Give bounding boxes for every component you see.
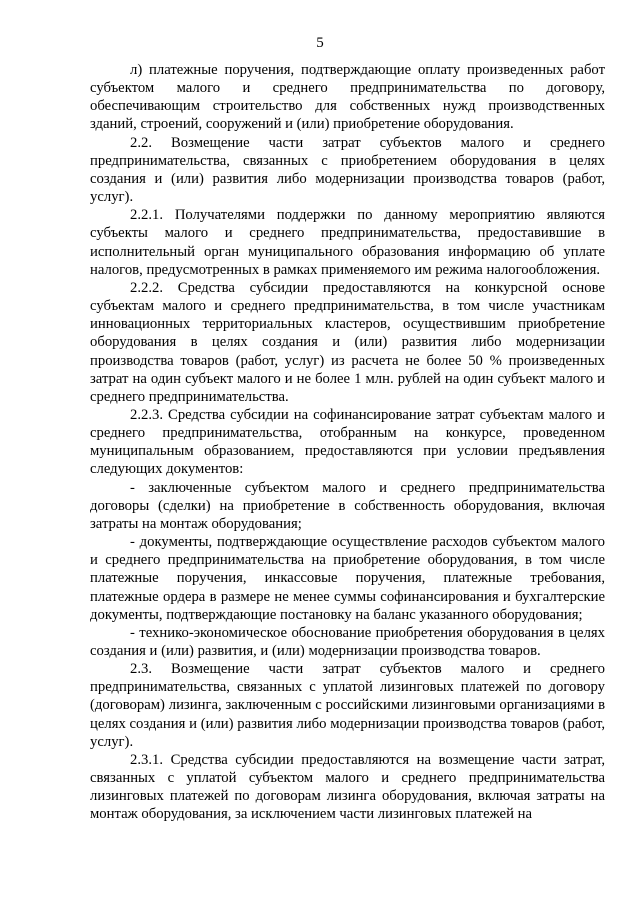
paragraph-payment-orders: л) платежные поручения, подтверждающие оплату произведенных работ субъектом малого и среднего предпринимательства по договору, обеспечивающим строительство для собственных нужд производственных зданий, строений, сооружений и (или) приобретение оборудования. (90, 62, 605, 133)
paragraph-2-3-heading: 2.3. Возмещение части затрат субъектов малого и среднего предпринимательства, связанных с уплатой лизинговых платежей по договору (договорам) лизинга, заключенным с российскими лизинговыми организациями в целях создания и (или) развития либо модернизации производства товаров (работ, услуг). (90, 661, 605, 750)
document-body (90, 61, 605, 824)
paragraph-2-2-1: 2.2.1. Получателями поддержки по данному мероприятию являются субъекты малого и среднего предпринимательства, предоставившие в исполнительный орган муниципального образования информацию об уплате налогов, предусмотренных в рамках применяемого им режима налогообложения. (90, 207, 605, 278)
page-number: 5 (316, 35, 324, 51)
paragraph-2-2-2: 2.2.2. Средства субсидии предоставляются на конкурсной основе субъектам малого и среднего предпринимательства, в том числе участникам инновационных территориальных кластеров, осуществившим приобретение оборудования в целях создания и (или) развития либо модернизации производства товаров (работ, услуг) из расчета не более 50 % произведенных затрат на один субъект малого и не более 1 млн. рублей на один субъект малого и среднего предпринимательства. (90, 279, 605, 405)
paragraph-2-2-3: 2.2.3. Средства субсидии на софинансирование затрат субъектам малого и среднего предпринимательства, отобранным на конкурсе, проведенном муниципальным образованием, предоставляются при условии предъявления следующих документов: (90, 406, 605, 478)
list-item-expense-documents: - документы, подтверждающие осуществление расходов субъектом малого и среднего предпринимательства на приобретение оборудования, в том числе платежные поручения, инкассовые поручения, платежные требования, платежные ордера в размере не менее суммы софинансирования и бухгалтерские документы, подтверждающие постановку на баланс указанного оборудования; (90, 534, 605, 623)
list-item-contracts: - заключенные субъектом малого и среднего предпринимательства договоры (сделки) на приобретение в собственность оборудования, включая затраты на монтаж оборудования; (90, 479, 605, 532)
paragraph-2-3-1: 2.3.1. Средства субсидии предоставляются на возмещение части затрат, связанных с уплатой субъектом малого и среднего предпринимательства лизинговых платежей по договорам лизинга оборудования, включая затраты на монтаж оборудования, за исключением части лизинговых платежей на (90, 751, 605, 823)
paragraph-2-2-heading: 2.2. Возмещение части затрат субъектов малого и среднего предпринимательства, связанных с приобретением оборудования в целях создания и (или) развития либо модернизации производства товаров (работ, услуг). (90, 134, 605, 206)
list-item-feasibility-study: - технико-экономическое обоснование приобретения оборудования в целях создания и (или) развития, и (или) модернизации производства товаров. (90, 624, 605, 659)
